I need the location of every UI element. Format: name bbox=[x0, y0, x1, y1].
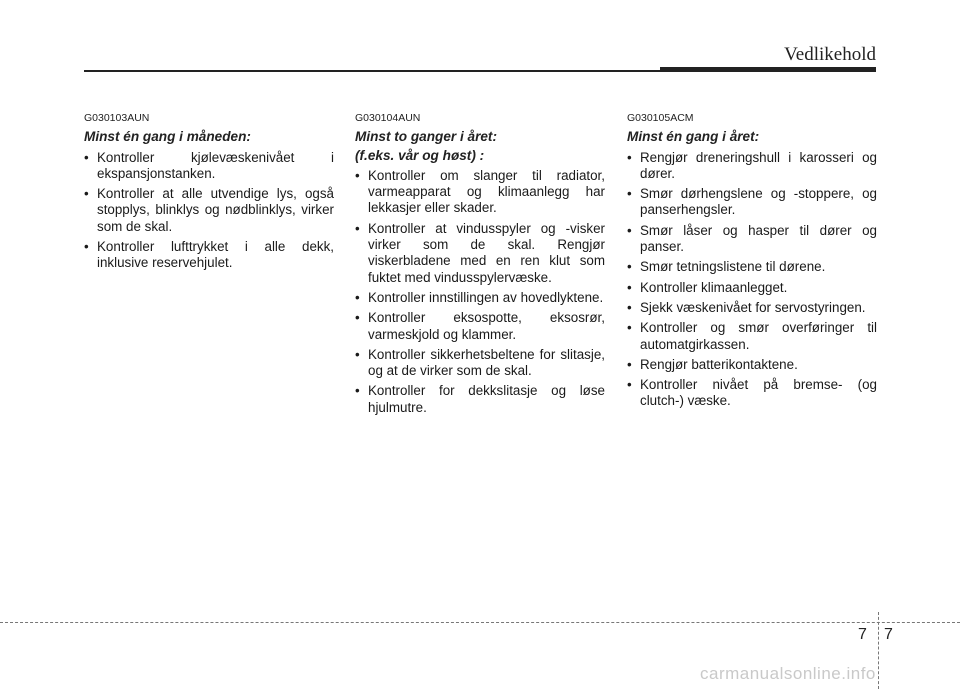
checklist bbox=[627, 150, 877, 410]
list-item: • Smør tetningslistene til dørene. bbox=[627, 259, 877, 275]
maintenance-column-yearly bbox=[627, 110, 877, 414]
section-heading: Minst én gang i måneden: bbox=[84, 129, 251, 145]
list-item: • Kontroller for dekkslitasje og løse hjulmutre. bbox=[355, 383, 605, 416]
list-item: • Kontroller innstillingen av hovedlyktene. bbox=[355, 290, 605, 306]
section-code: G030103AUN bbox=[84, 112, 150, 124]
checklist bbox=[355, 168, 605, 416]
list-item: • Rengjør dreneringshull i karosseri og dører. bbox=[627, 150, 877, 183]
page-header-title: Vedlikehold bbox=[784, 44, 876, 65]
maintenance-column-twice-yearly bbox=[355, 110, 605, 420]
list-item: • Kontroller om slanger til radiator, varmeapparat og klimaanlegg har lekkasjer eller skader. bbox=[355, 168, 605, 217]
section-code: G030104AUN bbox=[355, 112, 421, 124]
header-divider-thin bbox=[84, 70, 662, 72]
list-item: • Kontroller sikkerhetsbeltene for slitasje, og at de virker som de skal. bbox=[355, 347, 605, 380]
section-number: 7 bbox=[858, 626, 867, 643]
maintenance-column-monthly bbox=[84, 110, 334, 276]
list-item: • Kontroller nivået på bremse- (og clutch-) væske. bbox=[627, 377, 877, 410]
list-item: • Kontroller kjølevæskenivået i ekspansjonstanken. bbox=[84, 150, 334, 183]
footer-page-separator bbox=[878, 612, 879, 689]
header-divider-thick bbox=[660, 67, 876, 72]
site-watermark: carmanualsonline.info bbox=[700, 664, 876, 683]
list-item: • Kontroller eksospotte, eksosrør, varmeskjold og klammer. bbox=[355, 310, 605, 343]
list-item: • Smør låser og hasper til dører og panser. bbox=[627, 223, 877, 256]
list-item: • Rengjør batterikontaktene. bbox=[627, 357, 877, 373]
list-item: • Sjekk væskenivået for servostyringen. bbox=[627, 300, 877, 316]
section-heading: Minst én gang i året: bbox=[627, 129, 760, 145]
page-number: 7 bbox=[884, 626, 893, 643]
list-item: • Kontroller at alle utvendige lys, også stopplys, blinklys og nødblinklys, virker som de skal. bbox=[84, 186, 334, 235]
list-item: • Smør dørhengslene og -stoppere, og panserhengsler. bbox=[627, 186, 877, 219]
footer-divider bbox=[0, 622, 960, 623]
list-item: • Kontroller og smør overføringer til automatgirkassen. bbox=[627, 320, 877, 353]
section-subheading: (f.eks. vår og høst) : bbox=[355, 147, 485, 163]
list-item: • Kontroller klimaanlegget. bbox=[627, 280, 877, 296]
list-item: • Kontroller at vindusspyler og -visker virker som de skal. Rengjør viskerbladene med en ren klut som fuktet med vindusspylervæske. bbox=[355, 221, 605, 286]
section-code: G030105ACM bbox=[627, 112, 694, 124]
checklist bbox=[84, 150, 334, 272]
list-item: • Kontroller lufttrykket i alle dekk, inklusive reservehjulet. bbox=[84, 239, 334, 272]
section-heading: Minst to ganger i året: bbox=[355, 129, 497, 145]
